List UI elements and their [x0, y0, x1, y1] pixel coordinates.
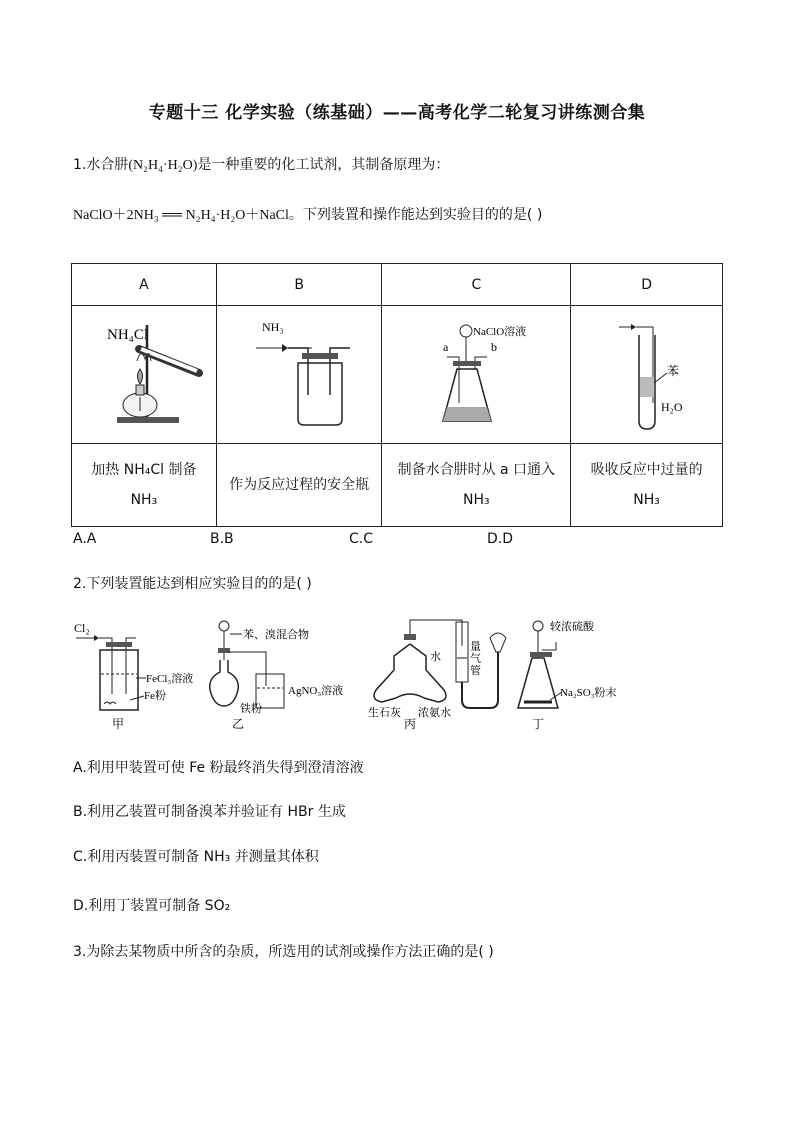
q1-figure-a-cell [72, 306, 217, 444]
q1-header-a: A [72, 264, 217, 306]
jia-label: 甲 [112, 717, 125, 731]
q1-stem-suffix: 是一种重要的化工试剂，其制备原理为： [197, 157, 450, 173]
q1-hydrazine-formula: (N₂H₄·H₂O) [128, 158, 198, 173]
yi-label: 乙 [232, 717, 245, 731]
page-title: 专题十三 化学实验（练基础）——高考化学二轮复习讲练测合集 [148, 103, 646, 123]
bing-ammonia-label: 浓氨水 [418, 707, 451, 719]
q1-table [71, 263, 723, 527]
figure-d-test-tube [577, 313, 717, 433]
q2-option-c[interactable]: C.利用丙装置可制备 NH₃ 并测量其体积 [73, 849, 319, 865]
q1-caption-c-line2: NH₃ [463, 492, 490, 508]
figure-d-bottom-label: H₂O [660, 399, 683, 414]
q1-caption-c-line1: 制备水合肼时从 a 口通入 [397, 462, 556, 478]
q1-caption-b-line1: 作为反应过程的安全瓶 [229, 477, 370, 493]
bing-tube-label-3: 管 [470, 665, 481, 677]
q1-figure-b-cell [216, 306, 382, 444]
jia-gas-label: Cl₂ [74, 621, 90, 635]
bing-tube-label-2: 气 [470, 653, 481, 665]
q1-caption-a-line2: NH₃ [130, 492, 158, 508]
q1-caption-a-line1: 加热 NH₄Cl 制备 [91, 462, 197, 478]
ding-label: 丁 [532, 717, 545, 731]
q1-equation: NaClO＋2NH₃ ══ N₂H₄·H₂O＋NaCl [73, 208, 289, 223]
bing-tube-label-1: 量 [470, 641, 481, 653]
q3-stem: 3.为除去某物质中所含的杂质，所选用的试剂或操作方法正确的是( ) [73, 944, 494, 960]
q1-caption-d-line1: 吸收反应中过量的 [590, 462, 703, 478]
q1-table-header-row [72, 264, 723, 306]
q1-caption-c [382, 444, 571, 527]
yi-top-label: 苯、溴混合物 [243, 629, 309, 641]
apparatus-yi [210, 621, 343, 731]
figure-c-top-label: NaClO溶液 [473, 325, 527, 338]
q1-stem-prefix: 1.水合肼 [73, 157, 129, 173]
q1-header-d: D [571, 264, 723, 306]
q1-figure-c-cell [382, 306, 571, 444]
figure-b-label: NH₃ [262, 319, 284, 334]
figure-d-top-label: 苯 [666, 363, 679, 378]
q1-stem [73, 154, 449, 174]
figure-c-flask [391, 313, 561, 433]
q1-table-caption-row [72, 444, 723, 527]
q1-header-c: C [382, 264, 571, 306]
q1-option-b[interactable]: B.B [210, 531, 234, 547]
bing-lime-label: 生石灰 [368, 707, 401, 719]
apparatus-jia [74, 621, 193, 731]
q1-table-figure-row [72, 306, 723, 444]
apparatus-ding [518, 619, 617, 731]
jia-solution-label: FeCl₃溶液 [146, 673, 194, 685]
q1-option-d[interactable]: D.D [487, 531, 514, 547]
q1-caption-d-line2: NH₃ [633, 492, 660, 508]
q1-option-c[interactable]: C.C [349, 531, 374, 547]
q2-option-a[interactable]: A.利用甲装置可使 Fe 粉最终消失得到澄清溶液 [73, 760, 364, 776]
q1-equation-line [73, 204, 542, 224]
q1-option-a[interactable]: A.A [73, 531, 97, 547]
q1-header-b: B [216, 264, 382, 306]
q1-figure-d-cell [571, 306, 723, 444]
ding-acid-label: 较浓硫酸 [550, 621, 594, 633]
figure-c-left-label: a [443, 339, 449, 354]
q1-caption-a [72, 444, 217, 527]
bing-water-label: 水 [430, 651, 441, 663]
q2-stem: 2.下列装置能达到相应实验目的的是( ) [73, 576, 312, 592]
q2-apparatus-figure [70, 612, 650, 737]
q2-option-b[interactable]: B.利用乙装置可制备溴苯并验证有 HBr 生成 [73, 804, 346, 820]
ding-powder-label: Na₂SO₃粉末 [560, 687, 617, 699]
bing-label: 丙 [404, 717, 417, 731]
q2-option-d[interactable]: D.利用丁装置可制备 SO₂ [73, 898, 231, 914]
figure-b-safety-bottle [224, 313, 374, 433]
apparatus-bing [368, 620, 506, 731]
jia-powder-label: Fe粉 [144, 690, 166, 702]
figure-a-heating-apparatus [79, 313, 209, 433]
q1-caption-d [571, 444, 723, 527]
yi-solution-label: AgNO₃溶液 [288, 685, 344, 697]
q1-caption-b [216, 444, 382, 527]
figure-c-right-label: b [491, 339, 498, 354]
yi-iron-label: 铁粉 [240, 703, 262, 715]
q1-equation-tail: 。下列装置和操作能达到实验目的的是( ) [288, 207, 543, 223]
figure-a-label: NH₄Cl [106, 326, 148, 343]
